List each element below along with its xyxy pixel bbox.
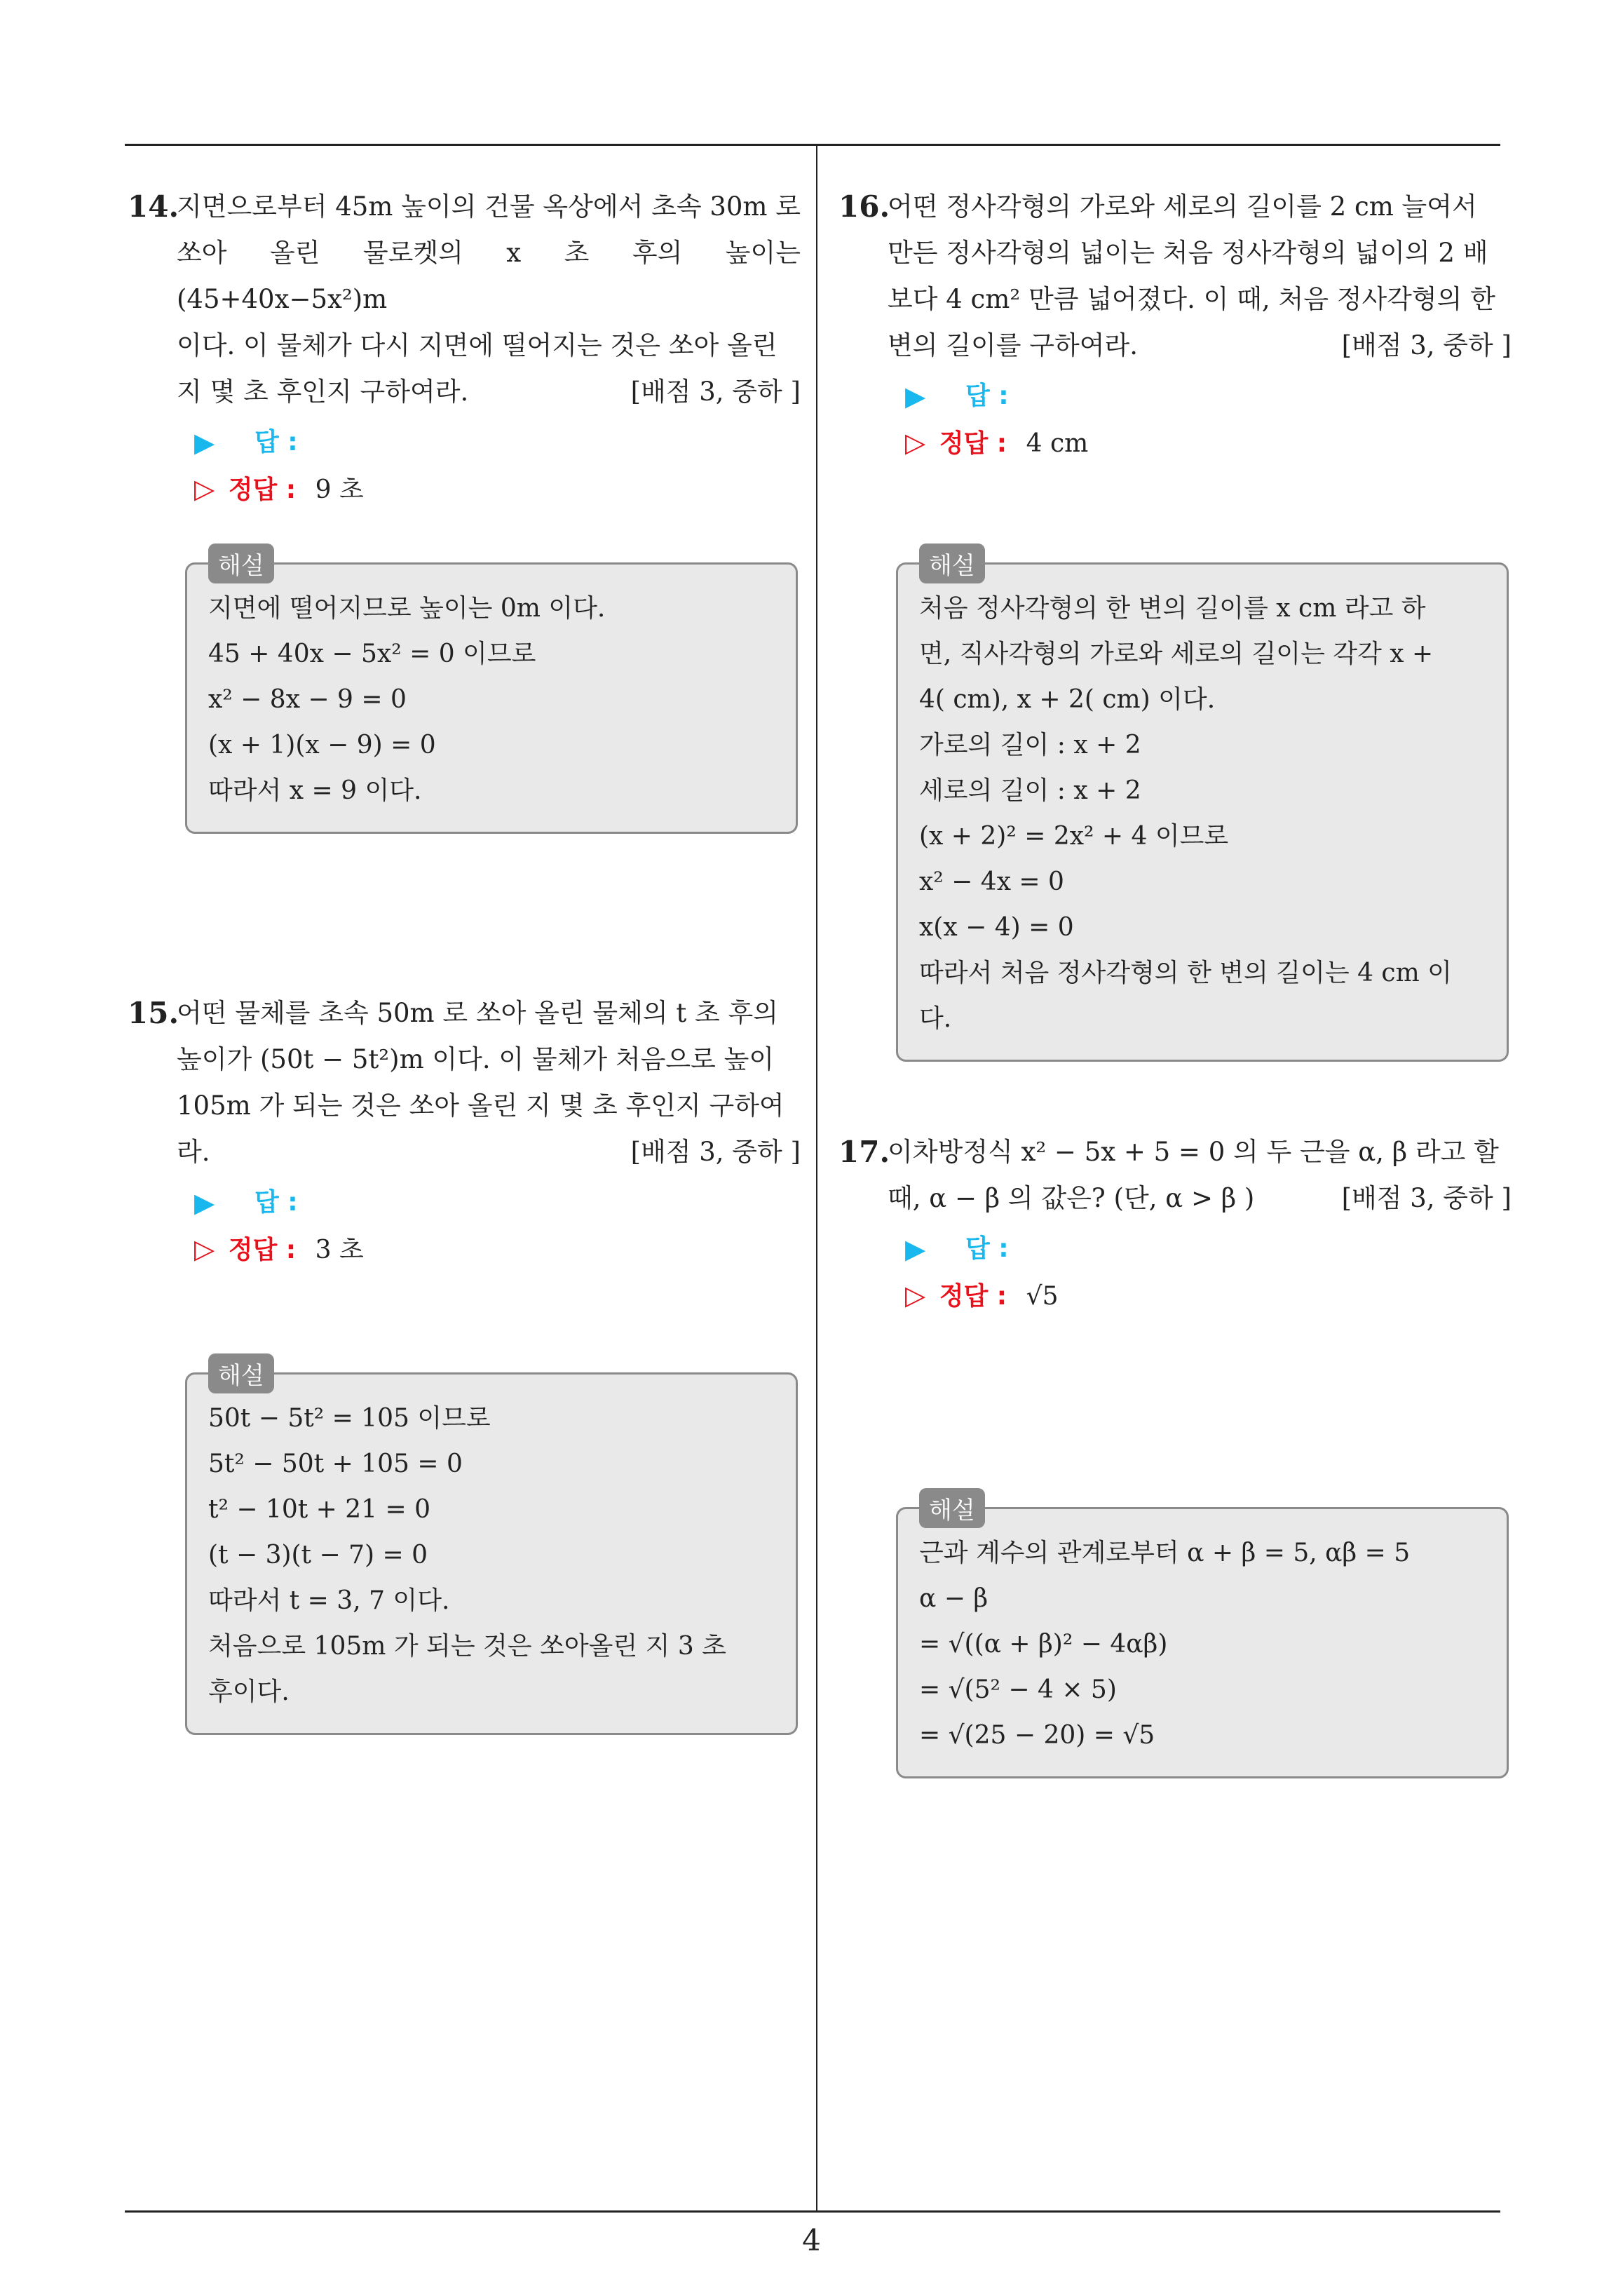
solution-line: 면, 직사각형의 가로와 세로의 길이는 각각 x + (919, 640, 1434, 668)
problem-number: 17. (838, 1135, 890, 1169)
solution-line: x² − 8x − 9 = 0 (208, 685, 407, 714)
play-triangle-icon: ▶ (905, 1234, 926, 1264)
solution-line: = √(25 − 20) = √5 (919, 1721, 1155, 1750)
answer-label: 답 : (254, 1188, 298, 1217)
solution-line: 처음 정사각형의 한 변의 길이를 x cm 라고 하 (919, 594, 1426, 623)
solution-line: α − β (919, 1584, 989, 1613)
problem-16 (838, 184, 1512, 467)
question-line: 때, α − β 의 값은? (단, α > β ) (888, 1183, 1255, 1213)
question-line: 지 몇 초 후인지 구하여라. (177, 377, 469, 407)
solution-box-16 (896, 552, 1509, 1062)
question-line: 어떤 정사각형의 가로와 세로의 길이를 2 cm 늘여서 (888, 191, 1477, 222)
question-line-last (177, 1129, 801, 1175)
answer-line (838, 373, 1512, 419)
play-triangle-icon: ▶ (905, 381, 926, 412)
question-line: 만든 정사각형의 넓이는 처음 정사각형의 넓이의 2 배 (888, 238, 1488, 268)
play-triangle-icon: ▶ (194, 1187, 215, 1218)
question-text (838, 184, 1512, 369)
solution-line: 따라서 x = 9 이다. (208, 776, 422, 805)
answer-label: 답 : (254, 428, 298, 457)
question-line-last (888, 1175, 1512, 1222)
question-line: 변의 길이를 구하여라. (888, 330, 1138, 360)
question-line: 어떤 물체를 초속 50m 로 쏘아 올린 물체의 t 초 후의 (177, 998, 779, 1028)
solution-line: = √(5² − 4 × 5) (919, 1675, 1117, 1704)
solution-line: 따라서 t = 3, 7 이다. (208, 1586, 450, 1615)
solution-line: = √((α + β)² − 4αβ) (919, 1630, 1168, 1659)
score-label: [배점 3, 중하 ] (1341, 1183, 1512, 1213)
outline-triangle-icon: ▷ (194, 1234, 215, 1264)
solution-line: 5t² − 50t + 105 = 0 (208, 1450, 463, 1478)
solution-line: 50t − 5t² = 105 이므로 (208, 1404, 491, 1433)
solution-line: (x + 2)² = 2x² + 4 이므로 (919, 822, 1229, 851)
question-line: 지면으로부터 45m 높이의 건물 옥상에서 초속 30m 로 (177, 191, 801, 222)
question-line: 라. (177, 1137, 210, 1167)
correct-label: 정답 : (228, 1236, 297, 1264)
question-line: 높이가 (50t − 5t²)m 이다. 이 물체가 처음으로 높이 (177, 1044, 775, 1074)
solution-box-14 (185, 552, 798, 834)
question-text (128, 990, 801, 1175)
problem-15 (128, 990, 801, 1274)
solution-tag: 해설 (208, 543, 274, 583)
question-line: 이차방정식 x² − 5x + 5 = 0 의 두 근을 α, β 라고 할 (888, 1137, 1499, 1167)
solution-line: 가로의 길이 : x + 2 (919, 731, 1141, 759)
correct-answer-line (838, 1272, 1512, 1320)
problem-17 (838, 1129, 1512, 1320)
question-line: 보다 4 cm² 만큼 넓어졌다. 이 때, 처음 정사각형의 한 (888, 284, 1495, 314)
solution-line: 후이다. (208, 1677, 290, 1706)
solution-line: 처음으로 105m 가 되는 것은 쏘아올린 지 3 초 (208, 1632, 726, 1661)
solution-line: (t − 3)(t − 7) = 0 (208, 1541, 428, 1569)
problem-number: 15. (128, 996, 179, 1030)
page-number: 4 (802, 2223, 821, 2257)
correct-label: 정답 : (939, 1282, 1007, 1311)
score-label: [배점 3, 중하 ] (630, 377, 801, 407)
solution-line: x(x − 4) = 0 (919, 913, 1074, 942)
outline-triangle-icon: ▷ (905, 427, 926, 458)
score-label: [배점 3, 중하 ] (1341, 330, 1512, 360)
solution-box-17 (896, 1497, 1509, 1778)
problem-number: 14. (128, 189, 179, 224)
correct-answer-line (128, 466, 801, 513)
outline-triangle-icon: ▷ (194, 473, 215, 504)
solution-tag: 해설 (208, 1353, 274, 1393)
correct-answer-line (838, 419, 1512, 467)
question-line: 이다. 이 물체가 다시 지면에 떨어지는 것은 쏘아 올린 (177, 330, 777, 360)
solution-line: 45 + 40x − 5x² = 0 이므로 (208, 640, 536, 668)
correct-answer-value: 4 cm (1026, 429, 1089, 458)
problem-number: 16. (838, 189, 890, 224)
correct-answer-value: 9 초 (315, 475, 364, 504)
solution-box-15 (185, 1362, 798, 1735)
question-text (838, 1129, 1512, 1222)
correct-answer-value: √5 (1026, 1282, 1059, 1311)
correct-answer-line (128, 1226, 801, 1274)
column-divider (816, 144, 817, 2213)
solution-line: 세로의 길이 : x + 2 (919, 776, 1141, 805)
correct-answer-value: 3 초 (315, 1236, 364, 1264)
question-line: 105m 가 되는 것은 쏘아 올린 지 몇 초 후인지 구하여 (177, 1090, 785, 1121)
outline-triangle-icon: ▷ (905, 1280, 926, 1311)
solution-line: 지면에 떨어지므로 높이는 0m 이다. (208, 594, 606, 623)
score-label: [배점 3, 중하 ] (630, 1137, 801, 1167)
solution-line: 따라서 처음 정사각형의 한 변의 길이는 4 cm 이 (919, 959, 1452, 987)
answer-label: 답 : (965, 1234, 1009, 1263)
question-text (128, 184, 801, 415)
solution-line: t² − 10t + 21 = 0 (208, 1495, 431, 1524)
answer-line (838, 1226, 1512, 1272)
solution-line: (x + 1)(x − 9) = 0 (208, 731, 436, 759)
solution-line: 4( cm), x + 2( cm) 이다. (919, 685, 1216, 714)
correct-label: 정답 : (228, 475, 297, 504)
solution-tag: 해설 (919, 543, 985, 583)
problem-14 (128, 184, 801, 513)
correct-label: 정답 : (939, 429, 1007, 458)
question-line-last (177, 369, 801, 415)
top-rule (125, 144, 1500, 146)
solution-line: 근과 계수의 관계로부터 α + β = 5, αβ = 5 (919, 1539, 1411, 1567)
question-line-last (888, 323, 1512, 369)
play-triangle-icon: ▶ (194, 427, 215, 458)
solution-line: 다. (919, 1004, 952, 1033)
solution-line: x² − 4x = 0 (919, 867, 1064, 896)
answer-line (128, 419, 801, 466)
answer-line (128, 1180, 801, 1226)
question-line: 쏘아 올린 물로켓의 x 초 후의 높이는 (45+40x−5x²)m (177, 238, 801, 314)
solution-tag: 해설 (919, 1488, 985, 1528)
answer-label: 답 : (965, 381, 1009, 410)
bottom-rule (125, 2210, 1500, 2213)
